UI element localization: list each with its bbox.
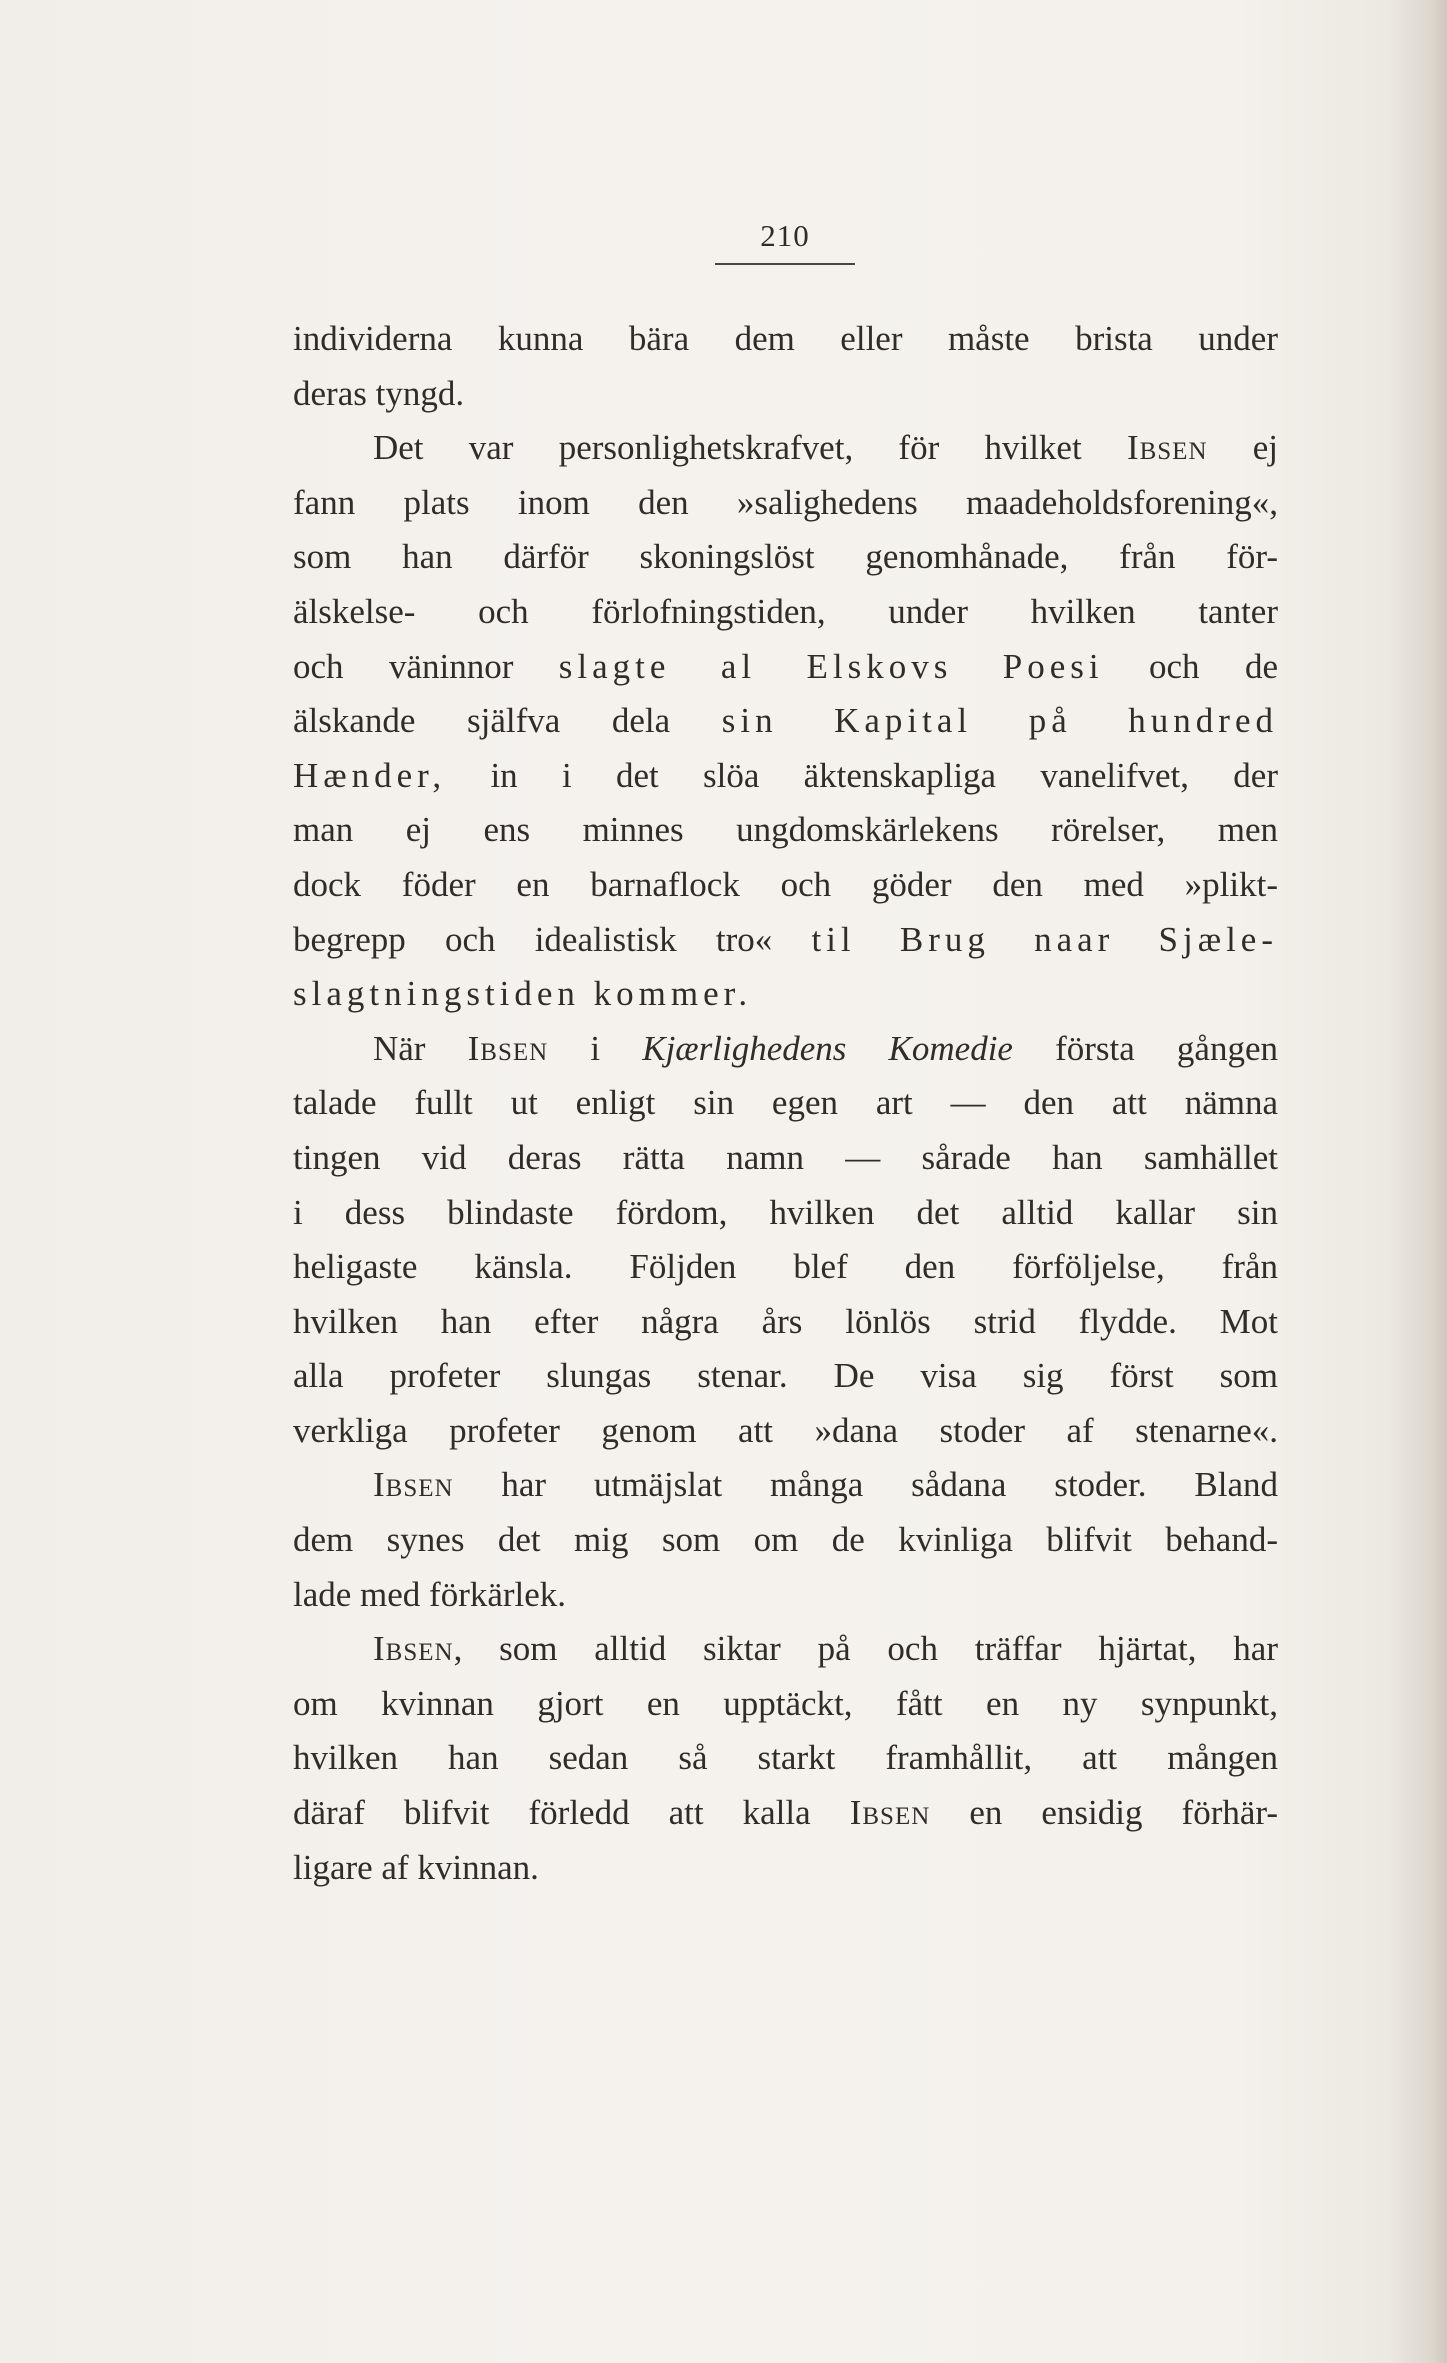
text-span: hvilken han efter några års lönlös strid flydde. Mot: [293, 1301, 1278, 1341]
text-line: [293, 1404, 1278, 1459]
author-name: Ibsen: [849, 1793, 931, 1833]
author-name: Ibsen: [373, 1465, 454, 1505]
text-line: [293, 1731, 1278, 1786]
text-span: om kvinnan gjort en upptäckt, fått en ny synpunkt,: [293, 1683, 1278, 1723]
author-name: Ibsen: [373, 1629, 454, 1669]
text-line: [293, 1022, 1278, 1077]
spaced-quote: sin Kapital på hundred: [721, 701, 1278, 741]
spaced-quote: slagtningstiden kommer.: [293, 974, 753, 1014]
text-span: individerna kunna bära dem eller måste brista under: [293, 319, 1278, 358]
text-span: , som alltid siktar på och träffar hjärtat, har: [453, 1629, 1278, 1669]
text-line: [293, 1186, 1278, 1241]
text-line: [293, 694, 1278, 749]
page-number: 210: [760, 218, 810, 253]
text-line: [293, 1677, 1278, 1732]
text-line: [293, 367, 1278, 422]
text-line: [293, 967, 1278, 1022]
text-span: ej: [1207, 428, 1278, 468]
text-span: älskande själfva dela: [293, 701, 722, 741]
text-span: deras tyngd.: [293, 373, 465, 413]
text-span: heligaste känsla. Följden blef den förföljelse, från: [293, 1247, 1278, 1287]
text-span: och väninnor: [293, 646, 559, 686]
text-span: älskelse- och förlofningstiden, under hvilken tanter: [293, 591, 1278, 631]
text-line: [293, 1458, 1278, 1513]
text-line: [293, 1786, 1278, 1841]
work-title: Kjærlighedens Komedie: [642, 1028, 1013, 1068]
text-line: [293, 1131, 1278, 1186]
text-span: ligare af kvinnan.: [293, 1847, 539, 1887]
text-line: [293, 1076, 1278, 1131]
text-span: första gången: [1012, 1028, 1279, 1068]
text-span: som han därför skoningslöst genomhånade, från för-: [293, 537, 1278, 577]
text-span: in i det slöa äktenskapliga vanelifvet, der: [446, 755, 1278, 795]
text-line: [293, 476, 1278, 531]
spaced-quote: Hænder,: [293, 755, 447, 795]
text-line: [293, 1841, 1278, 1896]
text-span: i: [548, 1028, 643, 1068]
author-name: Ibsen: [467, 1028, 549, 1068]
text-span: dem synes det mig som om de kvinliga blifvit behand-: [293, 1520, 1278, 1560]
text-line: [293, 749, 1278, 804]
text-span: När: [373, 1028, 468, 1068]
page-number-rule: [715, 263, 855, 265]
text-span: har utmäjslat många sådana stoder. Bland: [453, 1465, 1278, 1505]
text-span: en ensidig förhär-: [930, 1793, 1278, 1833]
text-span: tingen vid deras rätta namn — sårade han samhället: [293, 1137, 1278, 1177]
text-span: hvilken han sedan så starkt framhållit, att mången: [293, 1738, 1278, 1778]
text-line: [293, 1295, 1278, 1350]
text-line: [293, 1622, 1278, 1677]
text-span: fann plats inom den »salighedens maadeholdsforening«,: [293, 482, 1278, 522]
text-line: [293, 530, 1278, 585]
text-span: dock föder en barnaflock och göder den med »plikt-: [293, 864, 1278, 904]
text-span: i dess blindaste fördom, hvilken det alltid kallar sin: [293, 1192, 1278, 1232]
text-span: Det var personlighetskrafvet, för hvilket: [373, 428, 1127, 468]
text-span: och de: [1103, 646, 1279, 686]
text-span: man ej ens minnes ungdomskärlekens rörelser, men: [293, 810, 1278, 850]
text-line: [293, 312, 1278, 367]
spaced-quote: til Brug naar Sjæle-: [811, 919, 1278, 959]
text-span: alla profeter slungas stenar. De visa sig först som: [293, 1356, 1278, 1396]
text-line: [293, 1240, 1278, 1295]
spaced-quote: slagte al Elskovs Poesi: [558, 646, 1104, 686]
text-line: [293, 913, 1278, 968]
body-text: [293, 312, 1278, 1895]
text-line: [293, 1513, 1278, 1568]
text-line: [293, 421, 1278, 476]
text-span: däraf blifvit förledd att kalla: [293, 1793, 850, 1833]
text-line: [293, 585, 1278, 640]
text-span: begrepp och idealistisk tro«: [293, 919, 812, 959]
text-line: [293, 1568, 1278, 1623]
author-name: Ibsen: [1126, 428, 1208, 468]
text-span: talade fullt ut enligt sin egen art — den att nämna: [293, 1083, 1278, 1123]
text-span: verkliga profeter genom att »dana stoder af stenarne«.: [293, 1410, 1278, 1450]
text-span: lade med förkärlek.: [293, 1574, 567, 1614]
text-line: [293, 640, 1278, 695]
text-line: [293, 803, 1278, 858]
text-line: [293, 858, 1278, 913]
text-line: [293, 1349, 1278, 1404]
